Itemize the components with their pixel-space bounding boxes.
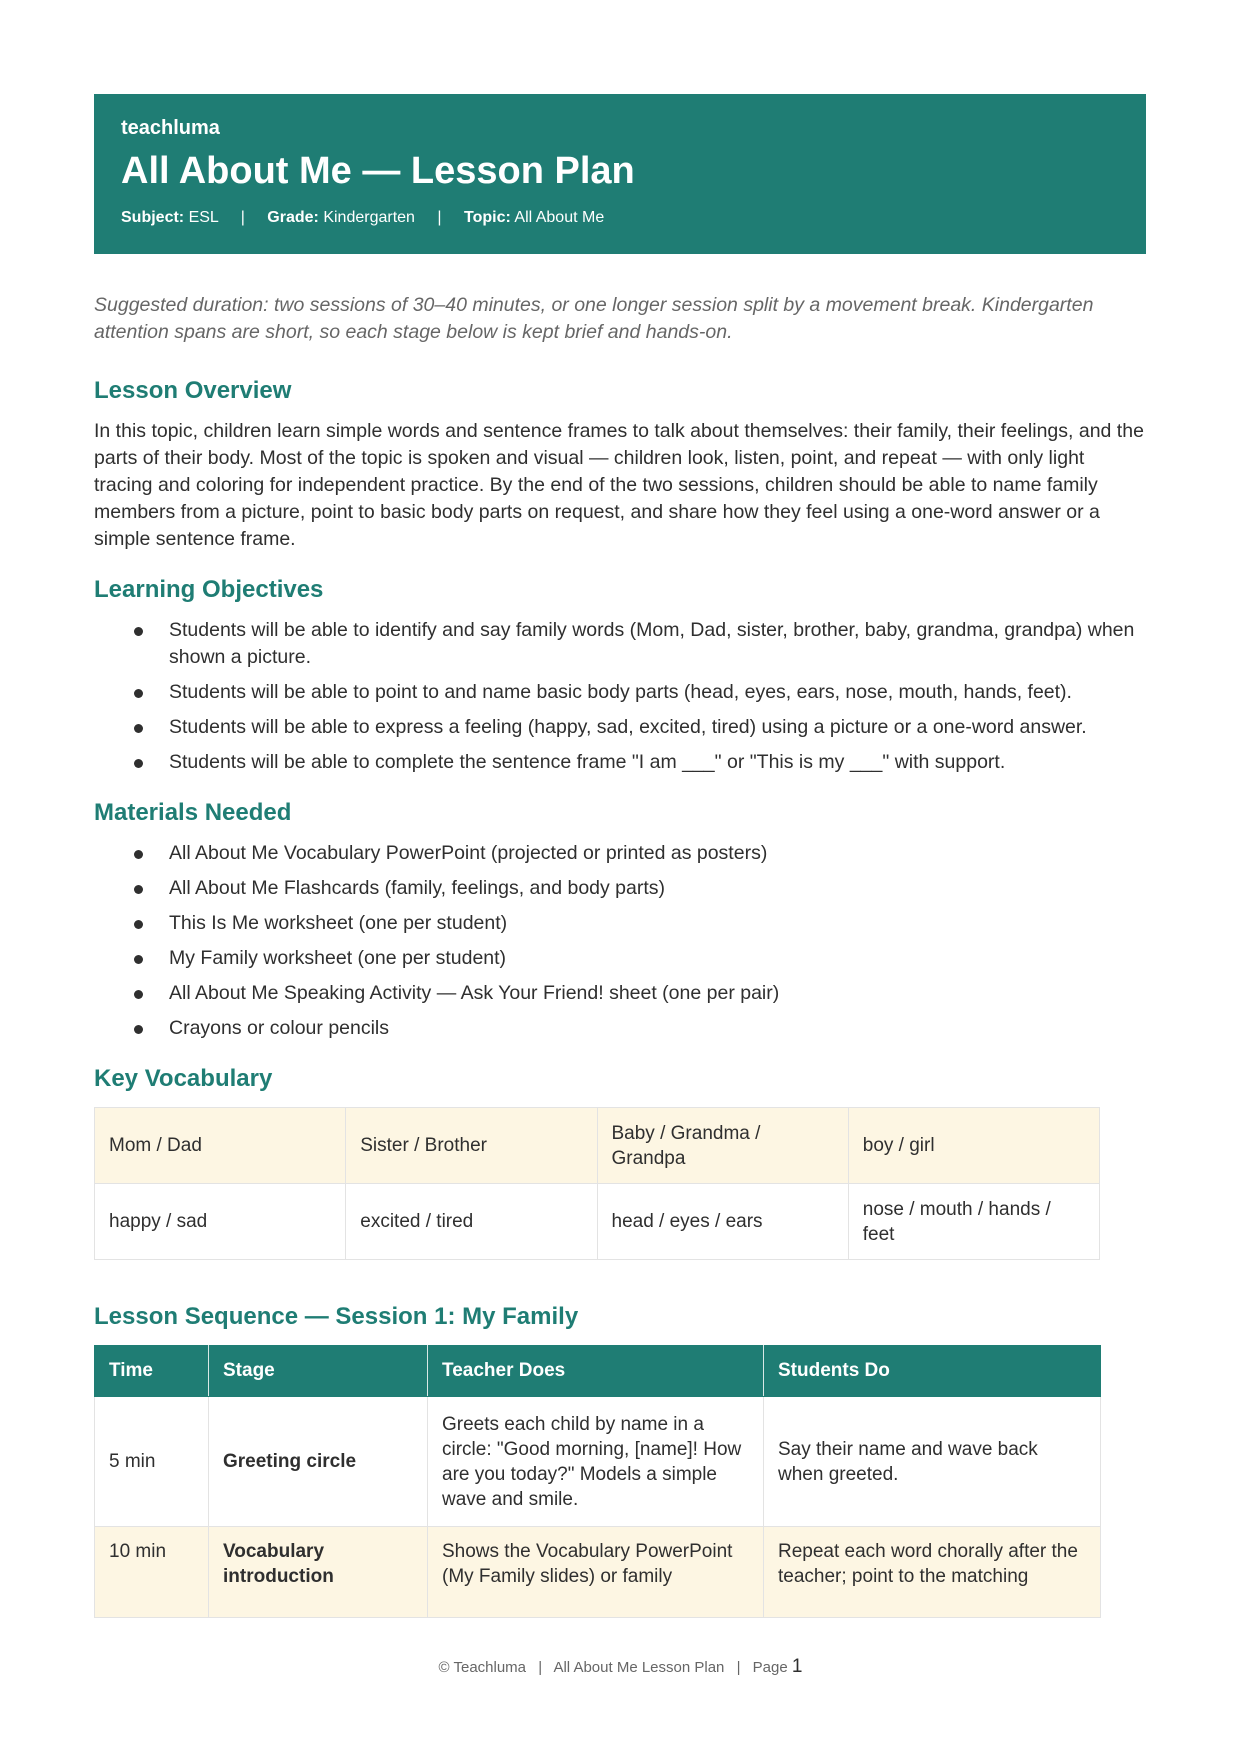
footer-page-label: Page xyxy=(752,1659,788,1676)
page-title: All About Me — Lesson Plan xyxy=(121,150,635,192)
topic-value: All About Me xyxy=(514,209,605,226)
bullet-icon xyxy=(134,920,143,929)
objective-text: Students will be able to complete the sentence frame "I am ___" or "This is my ___" with support. xyxy=(169,751,1006,773)
list-item xyxy=(94,749,1146,776)
footer-separator: | xyxy=(736,1659,741,1676)
grade-value: Kindergarten xyxy=(323,209,415,226)
bullet-icon xyxy=(134,955,143,964)
material-text: All About Me Speaking Activity — Ask Your Friend! sheet (one per pair) xyxy=(169,982,780,1004)
material-text: All About Me Flashcards (family, feelings, and body parts) xyxy=(169,877,666,899)
bullet-icon xyxy=(134,990,143,999)
bullet-icon xyxy=(134,689,143,698)
stage-cell: Greeting circle xyxy=(209,1397,428,1527)
list-item xyxy=(94,617,1146,671)
subject-value: ESL xyxy=(188,209,219,226)
vocab-cell: nose / mouth / hands / feet xyxy=(848,1184,1099,1260)
column-header-stage: Stage xyxy=(209,1346,428,1397)
page-footer xyxy=(0,1655,1241,1680)
footer-doc-title: All About Me Lesson Plan xyxy=(553,1659,725,1676)
subject-label: Subject: xyxy=(121,209,185,226)
table-row xyxy=(95,1527,1101,1618)
vocab-cell: Sister / Brother xyxy=(346,1108,597,1184)
list-item xyxy=(94,1015,1146,1042)
document-body xyxy=(94,292,1146,1618)
bullet-icon xyxy=(134,850,143,859)
vocab-cell: boy / girl xyxy=(848,1108,1099,1184)
objective-text: Students will be able to express a feeling (happy, sad, excited, tired) using a picture or a one-word answer. xyxy=(169,716,1087,738)
lesson-sequence-table xyxy=(94,1345,1101,1618)
materials-list xyxy=(94,840,1146,1042)
vocab-cell: excited / tired xyxy=(346,1184,597,1260)
objectives-list xyxy=(94,617,1146,776)
vocab-cell: head / eyes / ears xyxy=(597,1184,848,1260)
column-header-time: Time xyxy=(95,1346,209,1397)
footer-copyright: © Teachluma xyxy=(438,1659,527,1676)
overview-heading: Lesson Overview xyxy=(94,377,292,404)
list-item xyxy=(94,714,1146,741)
time-cell: 10 min xyxy=(95,1527,209,1618)
bullet-icon xyxy=(134,885,143,894)
meta-separator: | xyxy=(240,209,245,226)
materials-heading: Materials Needed xyxy=(94,799,292,826)
list-item xyxy=(94,875,1146,902)
objectives-heading: Learning Objectives xyxy=(94,576,324,603)
table-row xyxy=(95,1184,1100,1260)
duration-note: Suggested duration: two sessions of 30–40 minutes, or one longer session split by a movement break. Kindergarten attention spans are short, so each stage below is kept brief and hands-on. xyxy=(94,294,1094,343)
time-cell: 5 min xyxy=(95,1397,209,1527)
column-header-students: Students Do xyxy=(764,1346,1101,1397)
bullet-icon xyxy=(134,759,143,768)
table-header-row xyxy=(95,1346,1101,1397)
footer-separator: | xyxy=(538,1659,543,1676)
material-text: This Is Me worksheet (one per student) xyxy=(169,912,508,934)
material-text: Crayons or colour pencils xyxy=(169,1017,390,1039)
vocab-cell: Mom / Dad xyxy=(95,1108,346,1184)
list-item xyxy=(94,910,1146,937)
vocab-cell: happy / sad xyxy=(95,1184,346,1260)
sequence-heading: Lesson Sequence — Session 1: My Family xyxy=(94,1303,579,1330)
column-header-teacher: Teacher Does xyxy=(428,1346,764,1397)
students-cell: Repeat each word chorally after the teacher; point to the matching xyxy=(764,1527,1101,1618)
material-text: All About Me Vocabulary PowerPoint (projected or printed as posters) xyxy=(169,842,768,864)
table-row xyxy=(95,1108,1100,1184)
list-item xyxy=(94,679,1146,706)
bullet-icon xyxy=(134,724,143,733)
brand-name: teachluma xyxy=(121,117,220,139)
stage-cell: Vocabulary introduction xyxy=(209,1527,428,1618)
list-item xyxy=(94,945,1146,972)
material-text: My Family worksheet (one per student) xyxy=(169,947,507,969)
objective-text: Students will be able to identify and say family words (Mom, Dad, sister, brother, baby, grandma, grandpa) when shown a picture. xyxy=(169,619,1135,668)
page-number: 1 xyxy=(791,1656,803,1677)
teacher-cell: Greets each child by name in a circle: "Good morning, [name]! How are you today?" Models a simple wave and smile. xyxy=(428,1397,764,1527)
topic-label: Topic: xyxy=(464,209,511,226)
grade-label: Grade: xyxy=(267,209,319,226)
list-item xyxy=(94,840,1146,867)
table-row xyxy=(95,1397,1101,1527)
students-cell: Say their name and wave back when greeted. xyxy=(764,1397,1101,1527)
bullet-icon xyxy=(134,1025,143,1034)
vocabulary-heading: Key Vocabulary xyxy=(94,1065,273,1092)
header-banner xyxy=(94,94,1146,254)
vocab-cell: Baby / Grandma / Grandpa xyxy=(597,1108,848,1184)
bullet-icon xyxy=(134,627,143,636)
objective-text: Students will be able to point to and name basic body parts (head, eyes, ears, nose, mouth, hands, feet). xyxy=(169,681,1072,703)
overview-text: In this topic, children learn simple words and sentence frames to talk about themselves: their family, their feelings, and the parts of their body. Most of the topic is spoken and visual — children look, listen, point, and repeat — with only light tracing and coloring for independent practice. By the end of the two sessions, children should be able to name family members from a picture, point to basic body parts on request, and share how they feel using a one-word answer or a simple sentence frame. xyxy=(94,420,1144,550)
teacher-cell: Shows the Vocabulary PowerPoint (My Family slides) or family xyxy=(428,1527,764,1618)
vocabulary-table xyxy=(94,1107,1100,1260)
lesson-meta xyxy=(121,208,1119,228)
meta-separator: | xyxy=(437,209,442,226)
list-item xyxy=(94,980,1146,1007)
